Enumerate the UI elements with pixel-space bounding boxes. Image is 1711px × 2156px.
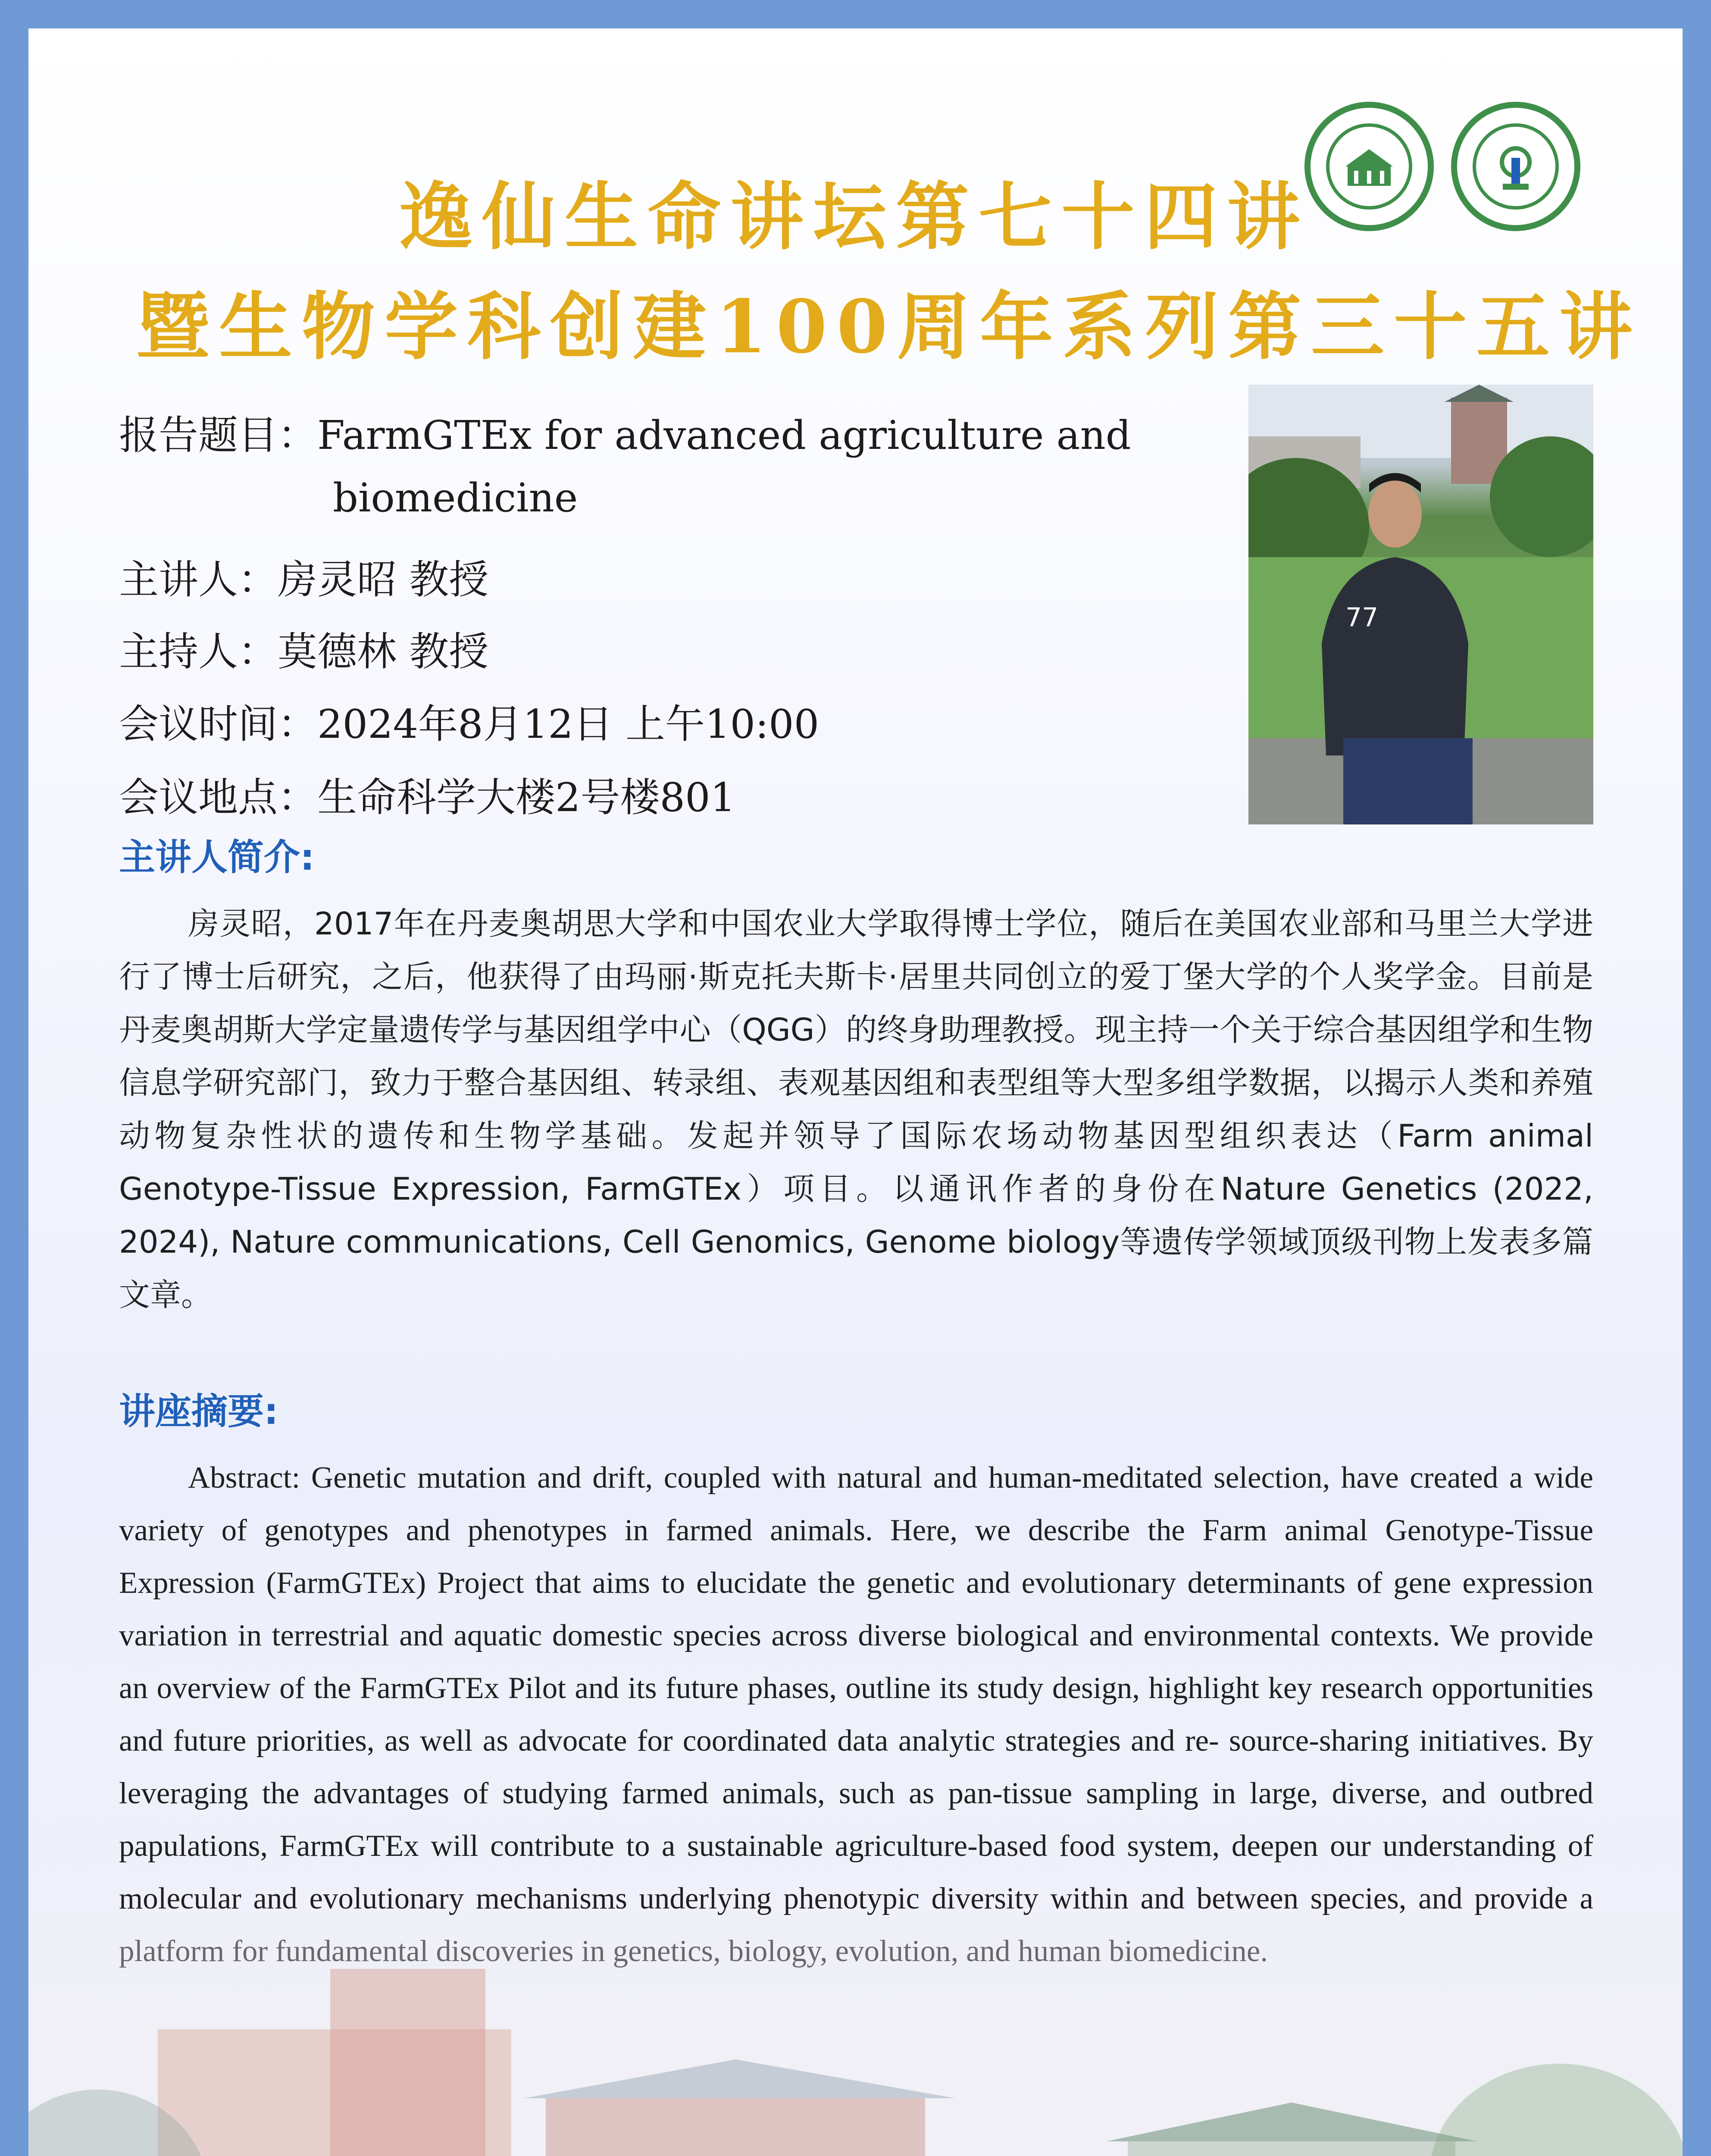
time-label: 会议时间： bbox=[119, 701, 318, 747]
host-label: 主持人： bbox=[119, 629, 278, 675]
abstract-heading: 讲座摘要: bbox=[119, 1390, 278, 1432]
speaker-label: 主讲人： bbox=[119, 557, 278, 603]
place-value: 生命科学大楼2号楼801 bbox=[317, 774, 736, 821]
svg-text:77: 77 bbox=[1345, 602, 1379, 633]
speaker-photo-illustration bbox=[1248, 385, 1593, 824]
speaker-value: 房灵昭 教授 bbox=[278, 557, 489, 603]
topic-value: FarmGTEx for advanced agriculture and bbox=[317, 412, 1131, 458]
topic-value-continued bbox=[333, 475, 578, 521]
time-row bbox=[119, 693, 819, 749]
place-label: 会议地点： bbox=[119, 774, 318, 821]
speaker-photo bbox=[1248, 385, 1593, 824]
poster-title-line-1: 逸仙生命讲坛第七十四讲 bbox=[399, 174, 1310, 260]
host-row bbox=[119, 620, 488, 677]
topic-row bbox=[119, 404, 1131, 461]
abstract-text: Abstract: Genetic mutation and drift, coupled with natural and human-meditated selection, have created a wide variety of genotypes and phenotypes in farmed animals. Here, we describe the Farm animal Genotype-Tissue Expression (FarmGTEx) Project that aims to elucidate the genetic and evolutionary determinants of gene expression variation in terrestrial and aquatic domestic species across diverse biological and environmental contexts. We provide an overview of the FarmGTEx Pilot and its future phases, outline its study design, highlight key research opportunities and future priorities, as well as advocate for coordinated data analytic strategies and re- source-sharing initiatives. By leveraging the advantages of studying farmed animals, such as pan-tissue sampling in large, diverse, and outbred papulations, FarmGTEx will contribute to a sustainable agriculture-based food system, deepen our understanding of molecular and evolutionary mechanisms underlying phenotypic diversity within and between species, and provide a platform for fundamental discoveries in genetics, biology, evolution, and human biomedicine. bbox=[119, 1461, 1593, 1968]
poster bbox=[28, 28, 1683, 2156]
speaker-row bbox=[119, 548, 488, 605]
campus-watercolor-background bbox=[28, 1917, 1683, 2156]
topic-label: 报告题目： bbox=[119, 412, 318, 458]
place-row bbox=[119, 766, 735, 823]
host-value: 莫德林 教授 bbox=[278, 629, 489, 675]
topic-value-line-2: biomedicine bbox=[333, 475, 578, 521]
bio-text: 房灵昭，2017年在丹麦奥胡思大学和中国农业大学取得博士学位，随后在美国农业部和马里兰大学进行了博士后研究，之后，他获得了由玛丽·斯克托夫斯卡·居里共同创立的爱丁堡大学的个人奖学金。目前是丹麦奥胡斯大学定量遗传学与基因组学中心（QGG）的终身助理教授。现主持一个关于综合基因组学和生物信息学研究部门，致力于整合基因组、转录组、表观基因组和表型组等大型多组学数据，以揭示人类和养殖动物复杂性状的遗传和生物学基础。发起并领导了国际农场动物基因型组织表达（Farm animal Genotype-Tissue Expression, FarmGTEx）项目。以通讯作者的身份在Nature Genetics (2022, 2024), Nature communications, Cell Genomics, Genome biology等遗传学领域顶级刊物上发表多篇文章。 bbox=[119, 906, 1593, 1313]
time-value: 2024年8月12日 上午10:00 bbox=[317, 701, 820, 747]
poster-title-line-2: 暨生物学科创建100周年系列第三十五讲 bbox=[136, 284, 1642, 370]
bio-heading: 主讲人简介: bbox=[119, 836, 315, 878]
